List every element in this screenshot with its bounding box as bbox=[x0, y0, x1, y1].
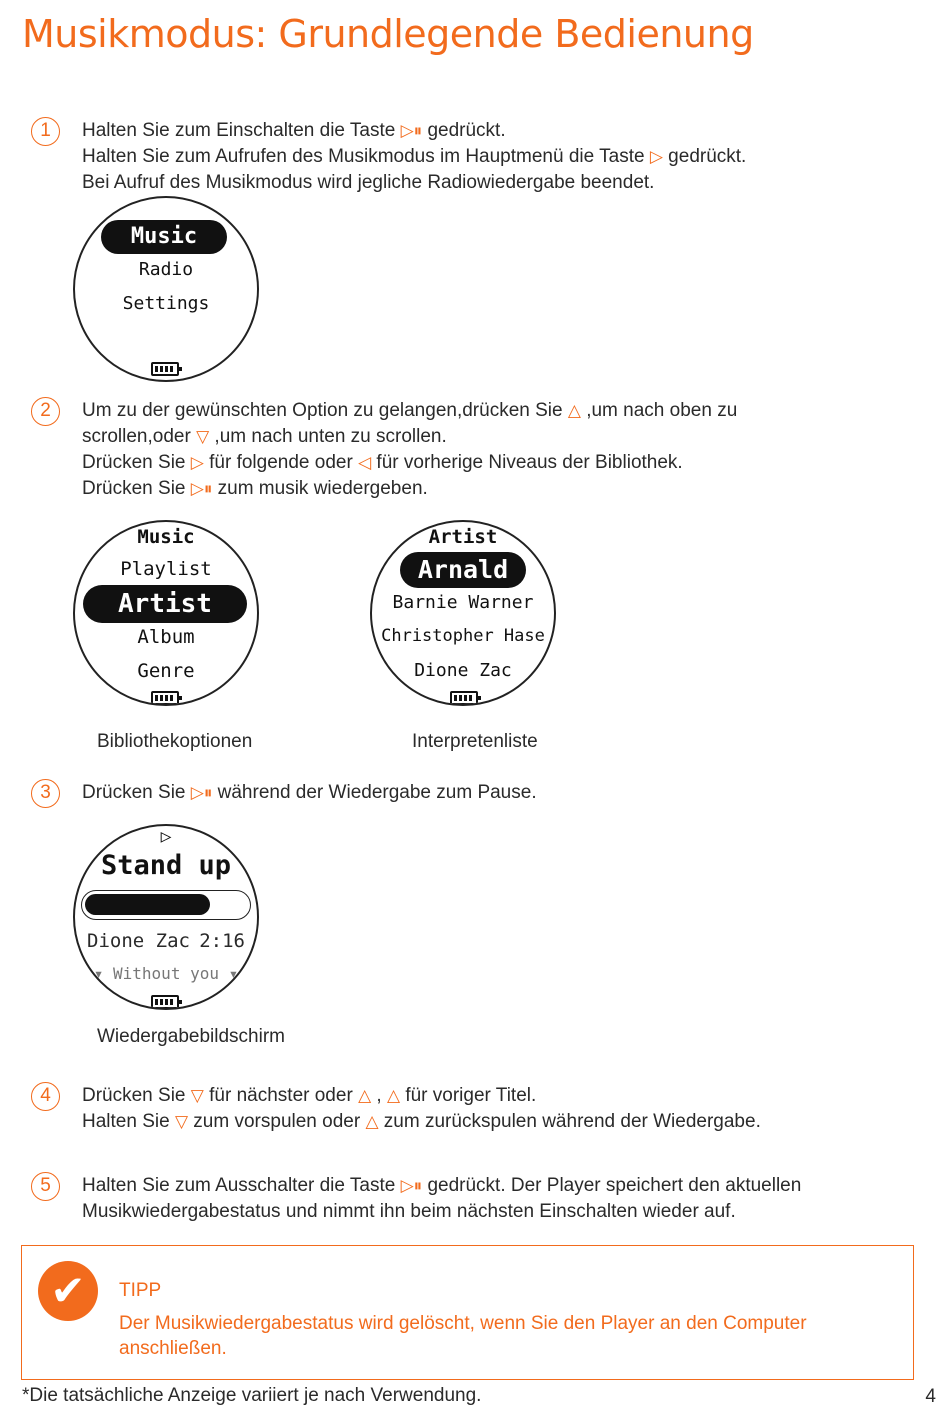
page-number: 4 bbox=[925, 1386, 936, 1407]
battery-icon bbox=[151, 995, 179, 1009]
step-line bbox=[82, 1109, 761, 1135]
artist-item-selected: Arnald bbox=[400, 552, 526, 588]
step-3-text bbox=[82, 780, 537, 806]
step-text: gedrückt. bbox=[422, 120, 506, 141]
step-line bbox=[82, 144, 746, 170]
play-icon: ▷ bbox=[160, 826, 172, 847]
step-text: ,um nach unten zu scrollen. bbox=[209, 426, 447, 447]
step-text: Drücken Sie bbox=[82, 1085, 191, 1106]
tip-text: Der Musikwiedergabestatus wird gelöscht, wenn Sie den Player an den Computer anschließen. bbox=[119, 1313, 807, 1359]
step-1-text bbox=[82, 118, 746, 195]
step-line bbox=[82, 1173, 801, 1199]
step-text: gedrückt. Der Player speichert den aktuellen bbox=[422, 1175, 802, 1196]
step-text: Drücken Sie bbox=[82, 782, 191, 803]
progress-fill bbox=[85, 894, 210, 915]
step-5-text bbox=[82, 1173, 801, 1224]
step-4-text bbox=[82, 1083, 761, 1135]
step-text: Halten Sie zum Aufrufen des Musikmodus im Hauptmenü die Taste bbox=[82, 146, 650, 167]
library-caption: Bibliothekoptionen bbox=[97, 731, 253, 752]
screen-header: Music bbox=[137, 526, 195, 548]
step-text: Halten Sie zum Einschalten die Taste bbox=[82, 120, 401, 141]
step-line bbox=[82, 398, 737, 424]
step-line bbox=[82, 476, 737, 502]
menu-item: Radio bbox=[138, 259, 194, 280]
button-symbol-icon: ◁ bbox=[358, 453, 372, 473]
step-text: Drücken Sie bbox=[82, 452, 191, 473]
checkmark-icon: ✔ bbox=[38, 1261, 98, 1321]
step-line bbox=[82, 1083, 761, 1109]
step-text: zum musik wiedergeben. bbox=[212, 478, 428, 499]
step-number-2: 2 bbox=[31, 397, 60, 426]
step-text: ,um nach oben zu bbox=[580, 400, 738, 421]
step-number-5: 5 bbox=[31, 1172, 60, 1201]
step-line bbox=[82, 1199, 801, 1224]
button-symbol-icon: ▷ bbox=[649, 147, 663, 167]
page-title: Musikmodus: Grundlegende Bedienung bbox=[22, 12, 754, 56]
button-symbol-icon: △ bbox=[358, 1086, 372, 1106]
step-text: für folgende oder bbox=[203, 452, 359, 473]
footnote: *Die tatsächliche Anzeige variiert je nach Verwendung. bbox=[22, 1385, 482, 1406]
button-symbol-icon: ▷⏸ bbox=[400, 121, 423, 141]
button-symbol-icon: △ bbox=[567, 401, 581, 421]
artist-name: Dione Zac bbox=[87, 930, 190, 952]
next-track bbox=[75, 964, 257, 983]
track-title: Stand up bbox=[100, 850, 232, 881]
library-item: Genre bbox=[137, 660, 195, 682]
playback-screen bbox=[73, 824, 259, 1010]
step-text: Bei Aufruf des Musikmodus wird jegliche Radiowiedergabe beendet. bbox=[82, 172, 655, 193]
button-symbol-icon: ▷⏸ bbox=[400, 1176, 423, 1196]
step-line bbox=[82, 780, 537, 806]
step-text: scrollen,oder bbox=[82, 426, 197, 447]
step-text: , bbox=[371, 1085, 387, 1106]
artist-item: Dione Zac bbox=[414, 660, 512, 681]
step-number-3: 3 bbox=[31, 779, 60, 808]
button-symbol-icon: △ bbox=[365, 1112, 379, 1132]
step-line bbox=[82, 450, 737, 476]
library-item-selected: Artist bbox=[83, 585, 247, 623]
elapsed-time: 2:16 bbox=[199, 930, 245, 952]
button-symbol-icon: ▷⏸ bbox=[190, 783, 213, 803]
artist-item: Barnie Warner bbox=[392, 592, 534, 613]
menu-item: Settings bbox=[122, 293, 210, 314]
step-text: für vorherige Niveaus der Bibliothek. bbox=[371, 452, 683, 473]
step-text: Musikwiedergabestatus und nimmt ihn beim nächsten Einschalten wieder auf. bbox=[82, 1201, 736, 1222]
step-text: Um zu der gewünschten Option zu gelangen,drücken Sie bbox=[82, 400, 568, 421]
library-item: Playlist bbox=[120, 558, 212, 580]
button-symbol-icon: ▽ bbox=[174, 1112, 189, 1132]
step-text: zum zurückspulen während der Wiedergabe. bbox=[378, 1111, 761, 1132]
next-track-label: Without you bbox=[113, 964, 219, 983]
main-menu-screen bbox=[73, 196, 259, 382]
step-text: für nächster oder bbox=[203, 1085, 359, 1106]
step-number-1: 1 bbox=[31, 117, 60, 146]
artist-caption: Interpretenliste bbox=[412, 731, 538, 752]
button-symbol-icon: ▽ bbox=[196, 427, 210, 447]
artist-item: Christopher Hase bbox=[381, 626, 545, 646]
progress-bar bbox=[81, 890, 251, 920]
menu-item-selected: Music bbox=[101, 220, 227, 254]
battery-icon bbox=[151, 362, 179, 376]
step-text: Halten Sie bbox=[82, 1111, 175, 1132]
library-item: Album bbox=[137, 626, 195, 648]
step-text: Drücken Sie bbox=[82, 478, 191, 499]
step-text: gedrückt. bbox=[662, 146, 747, 167]
step-2-text bbox=[82, 398, 737, 502]
step-text: während der Wiedergabe zum Pause. bbox=[212, 782, 537, 803]
battery-icon bbox=[151, 691, 179, 705]
battery-icon bbox=[450, 691, 478, 705]
button-symbol-icon: ▽ bbox=[190, 1086, 204, 1106]
step-text: zum vorspulen oder bbox=[188, 1111, 366, 1132]
step-line bbox=[82, 118, 746, 144]
button-symbol-icon: △ bbox=[386, 1086, 401, 1106]
step-text: für voriger Titel. bbox=[400, 1085, 537, 1106]
button-symbol-icon: ▷ bbox=[190, 453, 204, 473]
step-number-4: 4 bbox=[31, 1082, 60, 1111]
artist-list-screen bbox=[370, 520, 556, 706]
chevron-down-icon: ▾ bbox=[228, 964, 239, 983]
button-symbol-icon: ▷⏸ bbox=[190, 479, 213, 499]
screen-header: Artist bbox=[428, 526, 498, 548]
library-screen bbox=[73, 520, 259, 706]
tip-label: TIPP bbox=[119, 1280, 162, 1301]
tip-box bbox=[21, 1245, 914, 1380]
step-line bbox=[82, 170, 746, 195]
step-line bbox=[82, 424, 737, 450]
step-text: Halten Sie zum Ausschalter die Taste bbox=[82, 1175, 401, 1196]
playback-caption: Wiedergabebildschirm bbox=[97, 1026, 285, 1047]
chevron-down-icon: ▾ bbox=[93, 964, 104, 983]
